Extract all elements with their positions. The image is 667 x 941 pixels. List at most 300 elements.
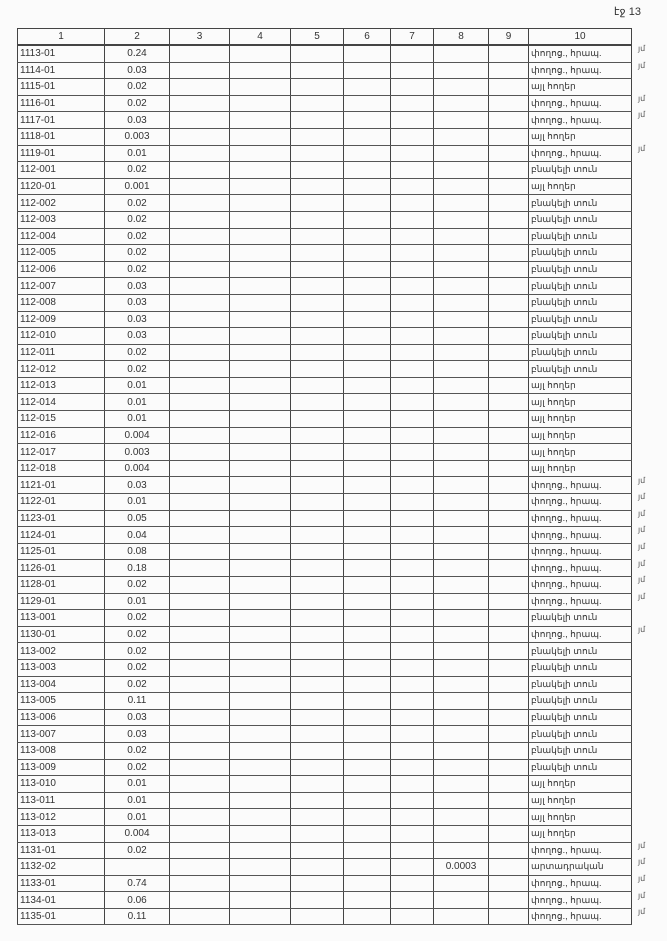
land-use: բնակելի տուն — [529, 245, 632, 262]
empty-cell — [230, 510, 291, 527]
land-use: այլ հողեր — [529, 79, 632, 96]
empty-cell — [230, 394, 291, 411]
land-use: այլ հողեր — [529, 444, 632, 461]
table-row — [18, 394, 632, 411]
column-8-value — [434, 162, 489, 179]
area-value: 0.003 — [105, 444, 170, 461]
empty-cell — [170, 875, 230, 892]
empty-cell — [170, 693, 230, 710]
column-8-value — [434, 328, 489, 345]
parcel-code: 113-010 — [18, 776, 105, 793]
empty-cell — [489, 792, 529, 809]
table-row — [18, 709, 632, 726]
area-value: 0.003 — [105, 128, 170, 145]
empty-cell — [170, 659, 230, 676]
empty-cell — [344, 859, 391, 876]
land-use: փողոց., հրապ. — [529, 62, 632, 79]
area-value: 0.03 — [105, 311, 170, 328]
column-8-value — [434, 676, 489, 693]
empty-cell — [291, 759, 344, 776]
area-value: 0.03 — [105, 328, 170, 345]
table-row — [18, 278, 632, 295]
empty-cell — [391, 112, 434, 129]
empty-cell — [344, 128, 391, 145]
empty-cell — [344, 411, 391, 428]
area-value: 0.03 — [105, 726, 170, 743]
empty-cell — [489, 577, 529, 594]
empty-cell — [344, 643, 391, 660]
empty-cell — [391, 195, 434, 212]
land-use: այլ հողեր — [529, 460, 632, 477]
empty-cell — [489, 294, 529, 311]
empty-cell — [291, 294, 344, 311]
column-8-value — [434, 643, 489, 660]
empty-cell — [230, 577, 291, 594]
land-use: այլ հողեր — [529, 427, 632, 444]
page-number: էջ 13 — [613, 6, 641, 18]
empty-cell — [344, 228, 391, 245]
parcel-code: 1135-01 — [18, 908, 105, 925]
empty-cell — [230, 145, 291, 162]
empty-cell — [230, 377, 291, 394]
empty-cell — [291, 427, 344, 444]
area-value: 0.02 — [105, 643, 170, 660]
empty-cell — [391, 626, 434, 643]
empty-cell — [170, 825, 230, 842]
empty-cell — [489, 593, 529, 610]
parcel-code: 112-010 — [18, 328, 105, 345]
parcel-code: 113-006 — [18, 709, 105, 726]
table-row — [18, 95, 632, 112]
area-value: 0.01 — [105, 593, 170, 610]
area-value: 0.02 — [105, 261, 170, 278]
empty-cell — [391, 527, 434, 544]
empty-cell — [230, 626, 291, 643]
parcel-code: 112-005 — [18, 245, 105, 262]
column-8-value — [434, 195, 489, 212]
empty-cell — [230, 908, 291, 925]
margin-mark: յմ — [638, 840, 646, 850]
column-8-value — [434, 908, 489, 925]
empty-cell — [344, 311, 391, 328]
parcel-code: 112-013 — [18, 377, 105, 394]
land-use: փողոց., հրապ. — [529, 626, 632, 643]
empty-cell — [391, 62, 434, 79]
empty-cell — [170, 776, 230, 793]
margin-mark: յմ — [638, 575, 646, 585]
table-row — [18, 494, 632, 511]
column-8-value — [434, 411, 489, 428]
empty-cell — [344, 693, 391, 710]
margin-mark: յմ — [638, 475, 646, 485]
column-8-value — [434, 394, 489, 411]
parcel-code: 113-003 — [18, 659, 105, 676]
empty-cell — [391, 311, 434, 328]
empty-cell — [344, 344, 391, 361]
land-use: փողոց., հրապ. — [529, 577, 632, 594]
parcel-code: 112-007 — [18, 278, 105, 295]
empty-cell — [489, 427, 529, 444]
column-8-value — [434, 842, 489, 859]
empty-cell — [230, 527, 291, 544]
empty-cell — [391, 577, 434, 594]
area-value: 0.02 — [105, 610, 170, 627]
parcel-code: 1120-01 — [18, 178, 105, 195]
table-row — [18, 211, 632, 228]
empty-cell — [344, 62, 391, 79]
column-8-value — [434, 875, 489, 892]
land-use: փողոց., հրապ. — [529, 112, 632, 129]
empty-cell — [391, 95, 434, 112]
margin-mark: յմ — [638, 591, 646, 601]
empty-cell — [489, 311, 529, 328]
area-value: 0.01 — [105, 394, 170, 411]
area-value: 0.01 — [105, 494, 170, 511]
empty-cell — [391, 709, 434, 726]
empty-cell — [391, 427, 434, 444]
empty-cell — [291, 311, 344, 328]
empty-cell — [291, 444, 344, 461]
area-value: 0.05 — [105, 510, 170, 527]
parcel-code: 1114-01 — [18, 62, 105, 79]
empty-cell — [170, 543, 230, 560]
column-8-value — [434, 593, 489, 610]
empty-cell — [230, 776, 291, 793]
empty-cell — [230, 294, 291, 311]
empty-cell — [489, 726, 529, 743]
empty-cell — [230, 676, 291, 693]
parcel-code: 113-012 — [18, 809, 105, 826]
empty-cell — [391, 908, 434, 925]
empty-cell — [170, 245, 230, 262]
empty-cell — [170, 676, 230, 693]
empty-cell — [230, 178, 291, 195]
empty-cell — [391, 411, 434, 428]
empty-cell — [391, 643, 434, 660]
empty-cell — [489, 228, 529, 245]
table-row — [18, 361, 632, 378]
empty-cell — [170, 593, 230, 610]
parcel-code: 113-007 — [18, 726, 105, 743]
land-use: այլ հողեր — [529, 792, 632, 809]
empty-cell — [489, 278, 529, 295]
empty-cell — [230, 79, 291, 96]
empty-cell — [391, 892, 434, 909]
margin-mark: յմ — [638, 492, 646, 502]
table-row — [18, 145, 632, 162]
empty-cell — [391, 178, 434, 195]
empty-cell — [489, 742, 529, 759]
table-row — [18, 460, 632, 477]
table-row — [18, 261, 632, 278]
land-use: այլ հողեր — [529, 377, 632, 394]
empty-cell — [391, 294, 434, 311]
column-8-value — [434, 361, 489, 378]
empty-cell — [489, 394, 529, 411]
empty-cell — [230, 593, 291, 610]
table-row — [18, 178, 632, 195]
column-header: 10 — [529, 29, 632, 46]
empty-cell — [489, 261, 529, 278]
parcel-code: 113-002 — [18, 643, 105, 660]
empty-cell — [230, 726, 291, 743]
table-row — [18, 626, 632, 643]
area-value: 0.03 — [105, 112, 170, 129]
empty-cell — [344, 610, 391, 627]
parcel-code: 1131-01 — [18, 842, 105, 859]
column-8-value — [434, 809, 489, 826]
parcel-code: 1118-01 — [18, 128, 105, 145]
land-use: փողոց., հրապ. — [529, 593, 632, 610]
empty-cell — [291, 543, 344, 560]
empty-cell — [344, 560, 391, 577]
column-8-value — [434, 693, 489, 710]
empty-cell — [291, 112, 344, 129]
empty-cell — [344, 709, 391, 726]
table-row — [18, 643, 632, 660]
empty-cell — [489, 377, 529, 394]
empty-cell — [170, 577, 230, 594]
empty-cell — [489, 859, 529, 876]
empty-cell — [291, 709, 344, 726]
column-8-value — [434, 460, 489, 477]
empty-cell — [291, 726, 344, 743]
empty-cell — [230, 477, 291, 494]
empty-cell — [230, 195, 291, 212]
area-value: 0.004 — [105, 825, 170, 842]
empty-cell — [170, 859, 230, 876]
empty-cell — [291, 825, 344, 842]
empty-cell — [489, 162, 529, 179]
empty-cell — [291, 494, 344, 511]
empty-cell — [291, 278, 344, 295]
empty-cell — [230, 759, 291, 776]
land-use: բնակելի տուն — [529, 261, 632, 278]
area-value: 0.02 — [105, 361, 170, 378]
empty-cell — [170, 178, 230, 195]
column-8-value — [434, 759, 489, 776]
land-use: այլ հողեր — [529, 178, 632, 195]
empty-cell — [170, 477, 230, 494]
land-use: փողոց., հրապ. — [529, 875, 632, 892]
table-row — [18, 875, 632, 892]
empty-cell — [291, 394, 344, 411]
parcel-code: 1122-01 — [18, 494, 105, 511]
empty-cell — [291, 460, 344, 477]
empty-cell — [230, 460, 291, 477]
empty-cell — [170, 427, 230, 444]
empty-cell — [489, 344, 529, 361]
land-use: այլ հողեր — [529, 411, 632, 428]
empty-cell — [489, 842, 529, 859]
column-8-value — [434, 510, 489, 527]
empty-cell — [170, 228, 230, 245]
table-row — [18, 742, 632, 759]
column-8-value — [434, 792, 489, 809]
empty-cell — [170, 709, 230, 726]
table-row — [18, 311, 632, 328]
column-8-value — [434, 560, 489, 577]
empty-cell — [230, 842, 291, 859]
table-row — [18, 776, 632, 793]
column-8-value — [434, 543, 489, 560]
parcel-code: 113-013 — [18, 825, 105, 842]
empty-cell — [170, 726, 230, 743]
empty-cell — [489, 560, 529, 577]
land-use: բնակելի տուն — [529, 709, 632, 726]
table-row — [18, 577, 632, 594]
empty-cell — [230, 494, 291, 511]
parcel-code: 112-002 — [18, 195, 105, 212]
empty-cell — [230, 245, 291, 262]
land-use: փողոց., հրապ. — [529, 560, 632, 577]
land-use: բնակելի տուն — [529, 361, 632, 378]
land-use: բնակելի տուն — [529, 726, 632, 743]
parcel-code: 113-005 — [18, 693, 105, 710]
empty-cell — [344, 577, 391, 594]
empty-cell — [230, 411, 291, 428]
empty-cell — [170, 45, 230, 62]
column-8-value — [434, 577, 489, 594]
empty-cell — [291, 62, 344, 79]
empty-cell — [489, 510, 529, 527]
land-use: բնակելի տուն — [529, 311, 632, 328]
empty-cell — [391, 776, 434, 793]
empty-cell — [391, 560, 434, 577]
empty-cell — [344, 195, 391, 212]
empty-cell — [291, 145, 344, 162]
empty-cell — [230, 95, 291, 112]
column-8-value — [434, 477, 489, 494]
empty-cell — [489, 693, 529, 710]
empty-cell — [170, 62, 230, 79]
column-8-value — [434, 245, 489, 262]
column-8-value — [434, 211, 489, 228]
empty-cell — [489, 626, 529, 643]
empty-cell — [230, 610, 291, 627]
parcel-code: 112-009 — [18, 311, 105, 328]
table-row — [18, 79, 632, 96]
empty-cell — [170, 311, 230, 328]
empty-cell — [230, 643, 291, 660]
empty-cell — [344, 294, 391, 311]
empty-cell — [489, 908, 529, 925]
table-row — [18, 693, 632, 710]
empty-cell — [291, 809, 344, 826]
empty-cell — [344, 593, 391, 610]
column-header: 5 — [291, 29, 344, 46]
empty-cell — [344, 245, 391, 262]
empty-cell — [391, 162, 434, 179]
parcel-code: 112-015 — [18, 411, 105, 428]
column-8-value — [434, 626, 489, 643]
margin-mark: յմ — [638, 625, 646, 634]
land-use: այլ հողեր — [529, 809, 632, 826]
parcel-code: 112-014 — [18, 394, 105, 411]
column-8-value — [434, 776, 489, 793]
land-use: բնակելի տուն — [529, 659, 632, 676]
empty-cell — [391, 759, 434, 776]
table-row — [18, 477, 632, 494]
empty-cell — [391, 245, 434, 262]
column-8-value — [434, 659, 489, 676]
empty-cell — [230, 112, 291, 129]
empty-cell — [170, 278, 230, 295]
empty-cell — [291, 79, 344, 96]
empty-cell — [230, 693, 291, 710]
empty-cell — [391, 875, 434, 892]
table-row — [18, 45, 632, 62]
empty-cell — [291, 593, 344, 610]
column-8-value — [434, 178, 489, 195]
margin-mark: յմ — [638, 542, 646, 551]
empty-cell — [391, 693, 434, 710]
table-row — [18, 444, 632, 461]
empty-cell — [391, 261, 434, 278]
area-value: 0.11 — [105, 693, 170, 710]
empty-cell — [230, 709, 291, 726]
empty-cell — [344, 162, 391, 179]
area-value: 0.06 — [105, 892, 170, 909]
area-value: 0.02 — [105, 577, 170, 594]
column-header: 7 — [391, 29, 434, 46]
empty-cell — [291, 792, 344, 809]
empty-cell — [291, 527, 344, 544]
empty-cell — [489, 361, 529, 378]
empty-cell — [170, 79, 230, 96]
parcel-code: 112-001 — [18, 162, 105, 179]
empty-cell — [170, 128, 230, 145]
empty-cell — [291, 361, 344, 378]
parcel-code: 112-006 — [18, 261, 105, 278]
area-value: 0.11 — [105, 908, 170, 925]
empty-cell — [170, 411, 230, 428]
table-row — [18, 610, 632, 627]
empty-cell — [344, 676, 391, 693]
empty-cell — [344, 95, 391, 112]
table-row — [18, 593, 632, 610]
column-header: 6 — [344, 29, 391, 46]
land-use: այլ հողեր — [529, 394, 632, 411]
parcel-code: 112-018 — [18, 460, 105, 477]
table-row — [18, 112, 632, 129]
parcel-code: 1129-01 — [18, 593, 105, 610]
empty-cell — [344, 460, 391, 477]
land-use: փողոց., հրապ. — [529, 95, 632, 112]
empty-cell — [170, 95, 230, 112]
empty-cell — [489, 195, 529, 212]
table-row — [18, 809, 632, 826]
area-value: 0.24 — [105, 45, 170, 62]
empty-cell — [170, 494, 230, 511]
empty-cell — [344, 842, 391, 859]
column-8-value — [434, 726, 489, 743]
column-8-value — [434, 294, 489, 311]
margin-mark: յմ — [638, 44, 646, 53]
area-value: 0.01 — [105, 145, 170, 162]
land-use: փողոց., հրապ. — [529, 145, 632, 162]
margin-mark: յմ — [638, 558, 646, 568]
margin-mark: յմ — [638, 874, 646, 883]
empty-cell — [489, 444, 529, 461]
column-8-value — [434, 494, 489, 511]
empty-cell — [230, 825, 291, 842]
empty-cell — [230, 809, 291, 826]
area-value: 0.02 — [105, 626, 170, 643]
empty-cell — [344, 892, 391, 909]
empty-cell — [344, 444, 391, 461]
land-table — [17, 28, 632, 925]
